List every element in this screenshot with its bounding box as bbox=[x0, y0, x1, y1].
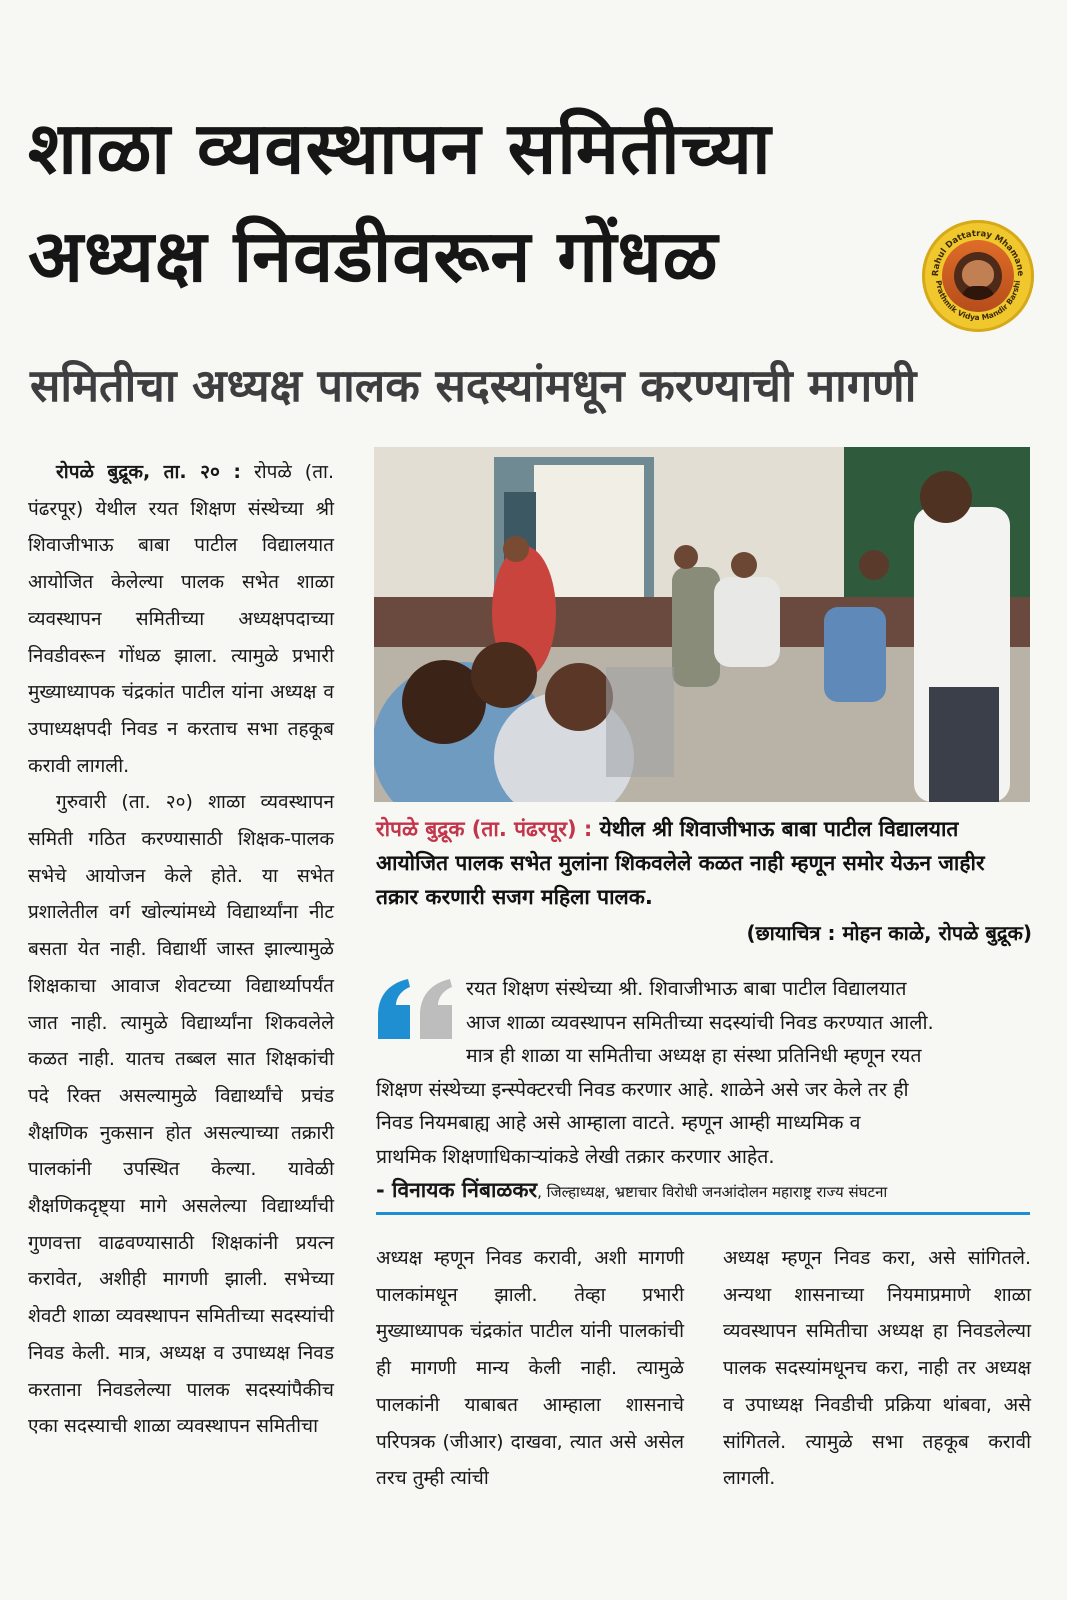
quote-line-1: रयत शिक्षण संस्थेच्या श्री. शिवाजीभाऊ बाबा पाटील विद्यालयात bbox=[466, 977, 907, 1000]
profile-badge bbox=[922, 220, 1034, 332]
article-paragraph-1 bbox=[28, 454, 334, 784]
article-paragraph-2: गुरुवारी (ता. २०) शाळा व्यवस्थापन समिती गठित करण्यासाठी शिक्षक-पालक सभेचे आयोजन केले होते. या सभेत प्रशालेतील वर्ग खोल्यांमध्ये विद्यार्थ्यांना नीट बसता येत नाही. विद्यार्थी जास्त झाल्यामुळे शिक्षकाचा आवाज शेवटच्या विद्यार्थ्यापर्यंत जात नाही. त्यामुळे विद्यार्थ्यांना शिकवलेले कळत नाही. यातच तब्बल सात शिक्षकांची पदे रिक्त असल्यामुळे विद्यार्थ्यांचे प्रचंड शैक्षणिक नुकसान होत असल्याच्या तक्रारी पालकांनी उपस्थित केल्या. यावेळी शैक्षणिकदृष्ट्या मागे असलेल्या विद्यार्थ्यांची गुणवत्ता वाढवण्यासाठी शिक्षकांनी प्रयत्न करावेत, अशीही मागणी झाली. सभेच्या शेवटी शाळा व्यवस्थापन समितीच्या सदस्यांची निवड केली. मात्र, अध्यक्ष व उपाध्यक्ष निवड करताना निवडलेल्या पालक सदस्यांपैकीच एका सदस्याची शाळा व्यवस्थापन समितीचा bbox=[28, 791, 334, 1438]
quote-line-4: शिक्षण संस्थेच्या इन्स्पेक्टरची निवड करणार आहे. शाळेने असे जर केले तर ही bbox=[376, 1077, 909, 1101]
article-paragraph-1-text: रोपळे (ता. पंढरपूर) येथील रयत शिक्षण संस्थेच्या श्री शिवाजीभाऊ बाबा पाटील विद्यालयात आयोजित केलेल्या पालक सभेत शाळा व्यवस्थापन समितीच्या अध्यक्षपदाच्या निवडीवरून गोंधळ झाला. त्यामुळे प्रभारी मुख्याध्यापक चंद्रकांत पाटील यांना अध्यक्ष व उपाध्यक्षपदी निवड न करताच सभा तहकूब करावी लागली. bbox=[28, 461, 334, 777]
badge-top-text: Rahul Dattatray Mhamane bbox=[930, 228, 1026, 277]
article-column-middle: अध्यक्ष म्हणून निवड करावी, अशी मागणी पालकांमधून झाली. तेव्हा प्रभारी मुख्याध्यापक चंद्रकांत पाटील यांनी पालकांची ही मागणी मान्य केली नाही. त्यामुळे पालकांनी याबाबत आम्हाला शासनाचे परिपत्रक (जीआर) दाखवा, त्यात असे असेल तरच तुम्ही त्यांची bbox=[376, 1247, 684, 1490]
meeting-photo-illustration bbox=[374, 447, 1030, 802]
sub-headline: समितीचा अध्यक्ष पालक सदस्यांमधून करण्याची मागणी bbox=[30, 359, 917, 412]
photo-credit: (छायाचित्र : मोहन काळे, रोपळे बुद्रूक) bbox=[746, 921, 1032, 945]
article-column-right: अध्यक्ष म्हणून निवड करा, असे सांगितले. अन्यथा शासनाच्या नियमाप्रमाणे शाळा व्यवस्थापन समितीचा अध्यक्ष हा निवडलेल्या पालक सदस्यांमधूनच करा, नाही तर अध्यक्ष व उपाध्यक्ष निवडीची प्रक्रिया थांबवा, असे सांगितले. त्यामुळे सभा तहकूब करावी लागली. bbox=[723, 1247, 1031, 1490]
dateline: रोपळे बुद्रूक, ता. २० : bbox=[56, 461, 241, 483]
quote-author: - विनायक निंबाळकर bbox=[376, 1178, 538, 1202]
headline-line-2: अध्यक्ष निवडीवरून गोंधळ bbox=[28, 214, 719, 298]
quote-line-2: आज शाळा व्यवस्थापन समितीच्या सदस्यांची निवड करण्यात आली. bbox=[466, 1010, 934, 1034]
caption-place: रोपळे बुद्रूक (ता. पंढरपूर) : bbox=[376, 817, 593, 841]
quote-attribution bbox=[376, 1175, 1032, 1207]
avatar bbox=[954, 252, 1002, 300]
pull-quote bbox=[376, 972, 1024, 1173]
caption-text: येथील श्री शिवाजीभाऊ बाबा पाटील विद्यालयात आयोजित पालक सभेत मुलांना शिकवलेले कळत नाही म्हणून समोर येऊन जाहीर तक्रार करणारी सजग महिला पालक. bbox=[376, 817, 985, 909]
quote-line-6: प्राथमिक शिक्षणाधिकाऱ्यांकडे लेखी तक्रार करणार आहेत. bbox=[376, 1144, 775, 1168]
news-photo bbox=[374, 447, 1030, 802]
quote-line-3: मात्र ही शाळा या समितीचा अध्यक्ष हा संस्था प्रतिनिधी म्हणून रयत bbox=[466, 1044, 922, 1067]
photo-caption bbox=[376, 812, 1032, 914]
quote-line-5: निवड नियमबाह्य आहे असे आम्हाला वाटते. म्हणून आम्ही माध्यमिक व bbox=[376, 1111, 861, 1134]
quote-author-title: , जिल्हाध्यक्ष, भ्रष्टाचार विरोधी जनआंदोलन महाराष्ट्र राज्य संघटना bbox=[537, 1183, 888, 1201]
quote-divider bbox=[376, 1212, 1030, 1215]
headline-line-1: शाळा व्यवस्थापन समितीच्या bbox=[28, 106, 772, 190]
badge-bottom-text: Prathmik Vidya Mandir Barshi bbox=[934, 279, 1022, 323]
article-column-left bbox=[28, 454, 334, 1445]
